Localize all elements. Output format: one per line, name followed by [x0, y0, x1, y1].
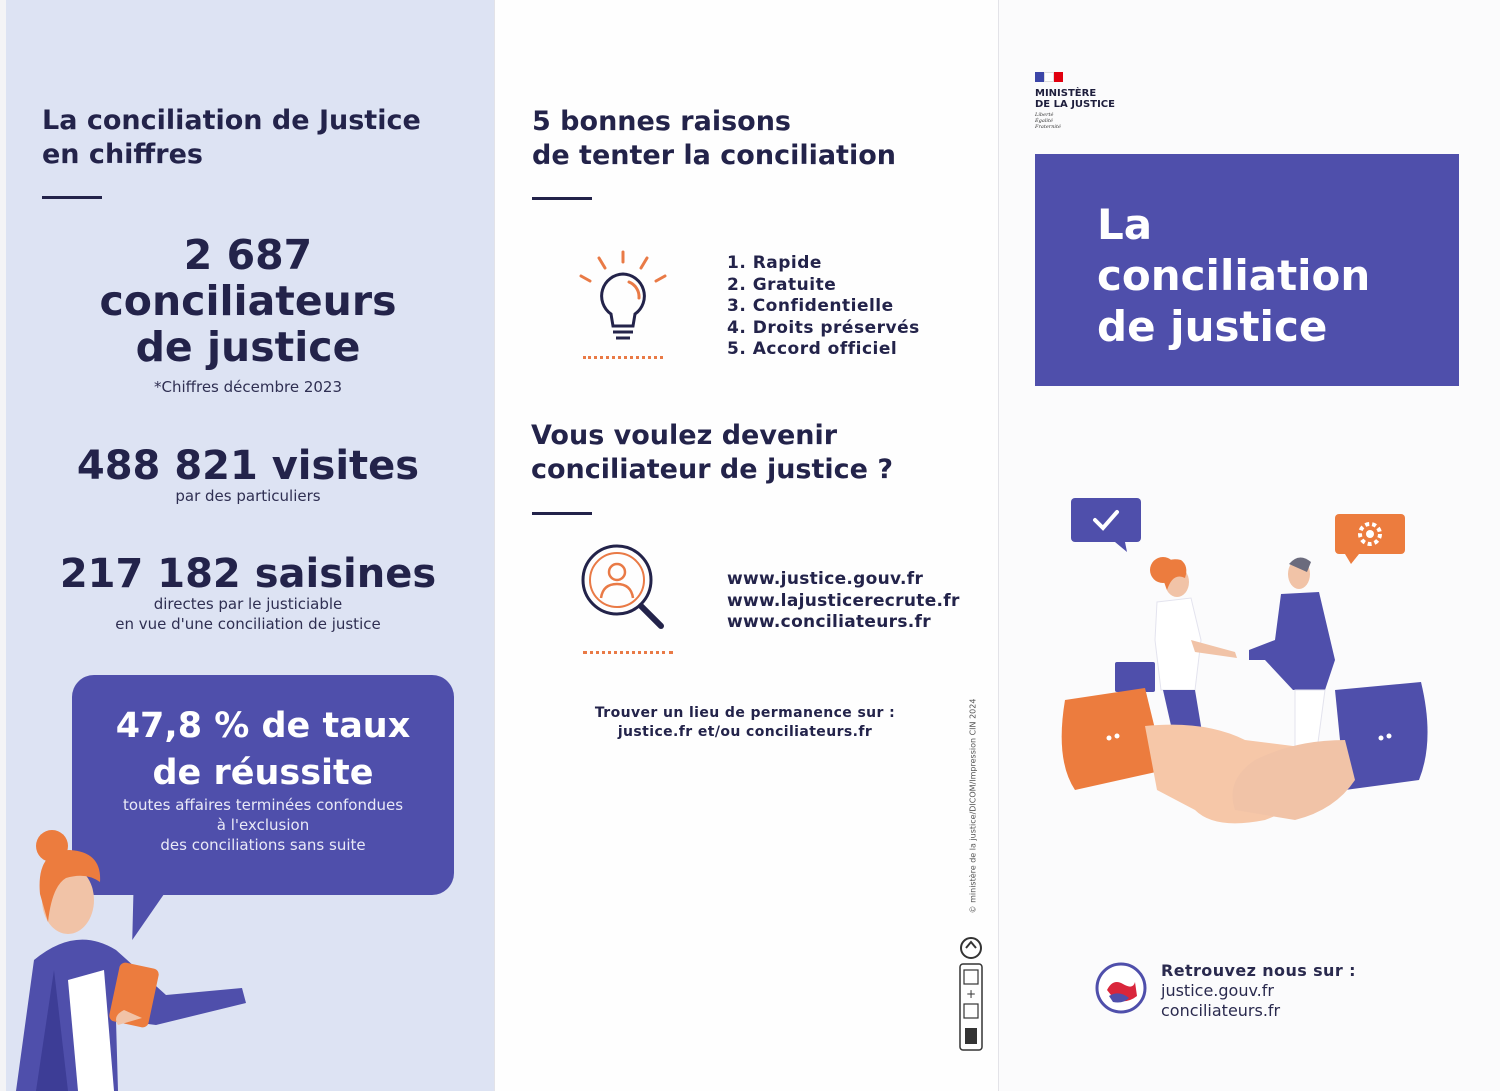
become-heading-line1: Vous voulez devenir [531, 420, 838, 451]
ministry-name [1035, 88, 1115, 110]
link-justice-gouv[interactable]: www.justice.gouv.fr [727, 569, 924, 589]
cover-title-line3: de justice [1097, 302, 1328, 351]
find-location-line1: Trouver un lieu de permanence sur : [594, 705, 896, 721]
cover-title [1097, 199, 1370, 352]
lightbulb-icon [575, 248, 675, 348]
reasons-heading [532, 105, 896, 173]
success-rate-note1: toutes affaires terminées confondues [122, 796, 404, 814]
list-item: 4. Droits préservés [727, 317, 920, 338]
stat-conciliators-label2: de justice [135, 323, 361, 371]
cover-title-line2: conciliation [1097, 251, 1371, 300]
reasons-panel [494, 0, 998, 1091]
svg-text:+: + [965, 987, 977, 1001]
cover-title-line1: La [1097, 200, 1153, 249]
french-flag-icon [1035, 72, 1063, 82]
find-location-line2: justice.fr et/ou conciliateurs.fr [617, 724, 873, 740]
list-item: 5. Accord officiel [727, 339, 898, 359]
success-rate-note2: à l'exclusion [216, 816, 310, 834]
dotted-divider [583, 356, 663, 359]
reasons-heading-line1: 5 bonnes raisons [532, 106, 791, 137]
ministry-line1: MINISTÈRE [1035, 88, 1097, 99]
link-conciliateurs[interactable]: www.conciliateurs.fr [727, 612, 931, 632]
ministry-logo [1035, 72, 1115, 130]
print-credit-text: © ministère de la justice/DICOM/Impression CIN 2024 [968, 698, 978, 914]
find-location-text [555, 704, 935, 742]
stat-referrals: 217 182 saisines [59, 551, 437, 597]
reasons-heading-line2: de tenter la conciliation [532, 140, 896, 171]
find-us-label: Retrouvez nous sur : [1161, 961, 1356, 980]
stats-heading-line1: La conciliation de Justice [42, 105, 421, 136]
stat-conciliators [6, 232, 490, 370]
stat-referrals-sub1: directes par le justiciable [153, 595, 343, 613]
stat-visits: 488 821 visites [76, 443, 420, 489]
link-conciliateurs-cover[interactable]: conciliateurs.fr [1161, 1001, 1281, 1020]
list-item: 3. Confidentielle [727, 296, 894, 316]
stats-heading [42, 104, 421, 172]
stat-referrals-sub2: en vue d'une conciliation de justice [115, 615, 381, 633]
motto-liberte: Liberté [1035, 112, 1054, 118]
motto-egalite: Égalité [1035, 118, 1053, 124]
success-rate-line2: de réussite [152, 753, 374, 793]
motto-fraternite: Fraternité [1035, 124, 1061, 130]
dotted-divider [583, 651, 673, 654]
recruitment-links [727, 569, 960, 634]
recycling-info-icons [957, 936, 987, 1054]
reasons-list [727, 253, 920, 361]
print-credit [965, 696, 981, 916]
become-heading-line2: conciliateur de justice ? [531, 454, 894, 485]
find-us-block [1161, 961, 1356, 1021]
stats-heading-line2: en chiffres [42, 139, 203, 170]
ministry-line2: DE LA JUSTICE [1035, 99, 1115, 110]
stats-panel [0, 0, 494, 1091]
stat-visits-sub: par des particuliers [175, 487, 321, 505]
magnifier-person-icon [577, 540, 677, 640]
become-rule [532, 512, 592, 515]
reasons-rule [532, 197, 592, 200]
ministry-motto [1035, 112, 1115, 130]
woman-with-phone-illustration [6, 820, 266, 1091]
cover-panel [998, 0, 1500, 1091]
success-rate-note3: des conciliations sans suite [160, 836, 366, 854]
stat-referrals-sub [6, 594, 490, 634]
stat-conciliators-label1: conciliateurs [99, 277, 397, 325]
list-item: 2. Gratuite [727, 274, 837, 295]
list-item: 1. Rapide [727, 253, 822, 273]
handshake-illustration [1045, 490, 1445, 860]
become-conciliator-heading [531, 419, 893, 487]
link-justice-gouv-cover[interactable]: justice.gouv.fr [1161, 981, 1274, 1000]
stat-note: *Chiffres décembre 2023 [154, 378, 342, 396]
link-lajusticerecrute[interactable]: www.lajusticerecrute.fr [727, 590, 960, 611]
heading-rule [42, 196, 102, 199]
conciliateurs-badge-icon [1093, 960, 1149, 1016]
cover-title-box [1035, 154, 1459, 386]
stat-conciliators-number: 2 687 [183, 231, 313, 279]
success-rate-title [72, 703, 454, 797]
success-rate-line1: 47,8 % de taux [115, 706, 411, 746]
